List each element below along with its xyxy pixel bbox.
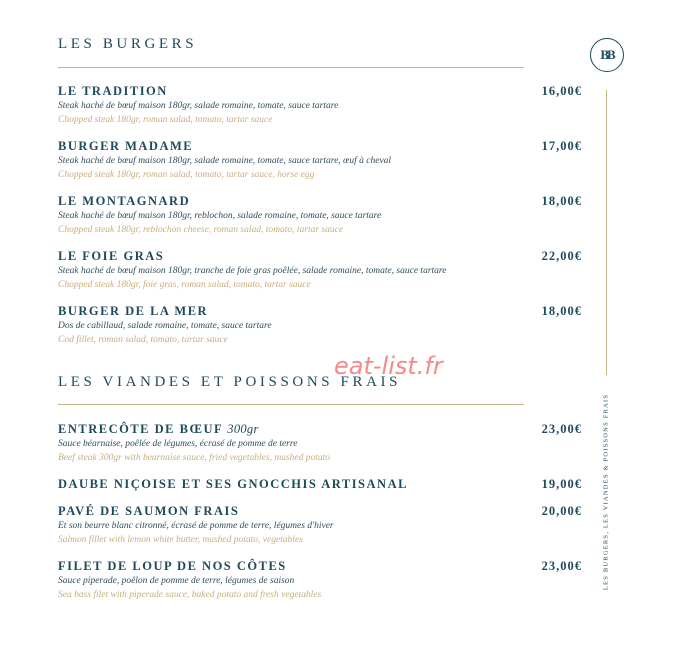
item-description-en: Beef steak 300gr with bearnaise sauce, fried vegetables, mashed potato [58, 453, 331, 463]
item-description-fr: Et son beurre blanc citronné, écrasé de pomme de terre, légumes d'hiver [58, 521, 334, 531]
item-name [58, 422, 259, 437]
item-description-fr: Steak haché de bœuf maison 180gr, tranche de foie gras poêlée, salade romaine, tomate, sauce tartare [58, 266, 447, 276]
item-description-en: Chopped steak 180gr, roman salad, tomato, tartar sauce [58, 115, 273, 125]
side-divider [606, 90, 607, 375]
item-quantity: 300gr [227, 422, 259, 436]
item-description-en: Cod fillet, roman salad, tomato, tartar sauce [58, 335, 228, 345]
menu-item [58, 477, 582, 495]
section-title-burgers: LES BURGERS [58, 36, 198, 52]
menu-item [58, 139, 582, 187]
item-name: PAVÉ DE SAUMON FRAIS [58, 504, 240, 518]
item-description-en: Chopped steak 180gr, roman salad, tomato, tartar sauce, horse egg [58, 170, 315, 180]
menu-item [58, 249, 582, 297]
item-price: 22,00€ [541, 249, 582, 263]
item-description-fr: Sauce piperade, poêlon de pomme de terre, légumes de saison [58, 576, 295, 586]
section-divider [58, 404, 524, 405]
menu-item [58, 194, 582, 242]
restaurant-logo-icon: BB [590, 38, 624, 72]
item-description-en: Sea bass filet with piperade sauce, baked potato and fresh vegetables [58, 590, 322, 600]
item-price: 16,00€ [541, 84, 582, 98]
item-name-text: ENTRECÔTE DE BŒUF [58, 422, 223, 436]
item-price: 18,00€ [541, 304, 582, 318]
item-description-fr: Dos de cabillaud, salade romaine, tomate, sauce tartare [58, 321, 272, 331]
menu-item [58, 304, 582, 352]
item-description-fr: Steak haché de bœuf maison 180gr, salade romaine, tomate, sauce tartare [58, 101, 339, 111]
item-price: 20,00€ [541, 504, 582, 518]
item-price: 18,00€ [541, 194, 582, 208]
item-price: 23,00€ [541, 422, 582, 436]
watermark: eat-list.fr [334, 352, 443, 380]
item-description-en: Chopped steak 180gr, foie gras, roman salad, tomato, tartar sauce [58, 280, 311, 290]
menu-item [58, 422, 582, 470]
item-name: BURGER MADAME [58, 139, 194, 153]
side-section-index: LES BURGERS, LES VIANDES & POISSONS FRAIS [602, 393, 610, 591]
menu-item [58, 84, 582, 132]
section-divider [58, 67, 524, 68]
item-description-en: Salmon fillet with lemon white butter, mashed potato, vegetables [58, 535, 303, 545]
section-title-meats-fish: LES VIANDES ET POISSONS FRAIS [58, 374, 402, 390]
item-name: LE TRADITION [58, 84, 168, 98]
item-description-fr: Steak haché de bœuf maison 180gr, salade romaine, tomate, sauce tartare, œuf à cheval [58, 156, 392, 166]
item-description-en: Chopped steak 180gr, reblochon cheese, roman salad, tomato, tartar sauce [58, 225, 344, 235]
item-name: FILET DE LOUP DE NOS CÔTES [58, 559, 287, 573]
item-name: DAUBE NIÇOISE ET SES GNOCCHIS ARTISANAL [58, 477, 408, 491]
item-name: BURGER DE LA MER [58, 304, 209, 318]
item-price: 23,00€ [541, 559, 582, 573]
menu-item [58, 504, 582, 552]
item-description-fr: Steak haché de bœuf maison 180gr, reblochon, salade romaine, tomate, sauce tartare [58, 211, 382, 221]
item-name: LE MONTAGNARD [58, 194, 191, 208]
menu-item [58, 559, 582, 607]
item-name: LE FOIE GRAS [58, 249, 165, 263]
item-description-fr: Sauce béarnaise, poêlée de légumes, écrasé de pomme de terre [58, 439, 298, 449]
item-price: 19,00€ [541, 477, 582, 491]
item-price: 17,00€ [541, 139, 582, 153]
